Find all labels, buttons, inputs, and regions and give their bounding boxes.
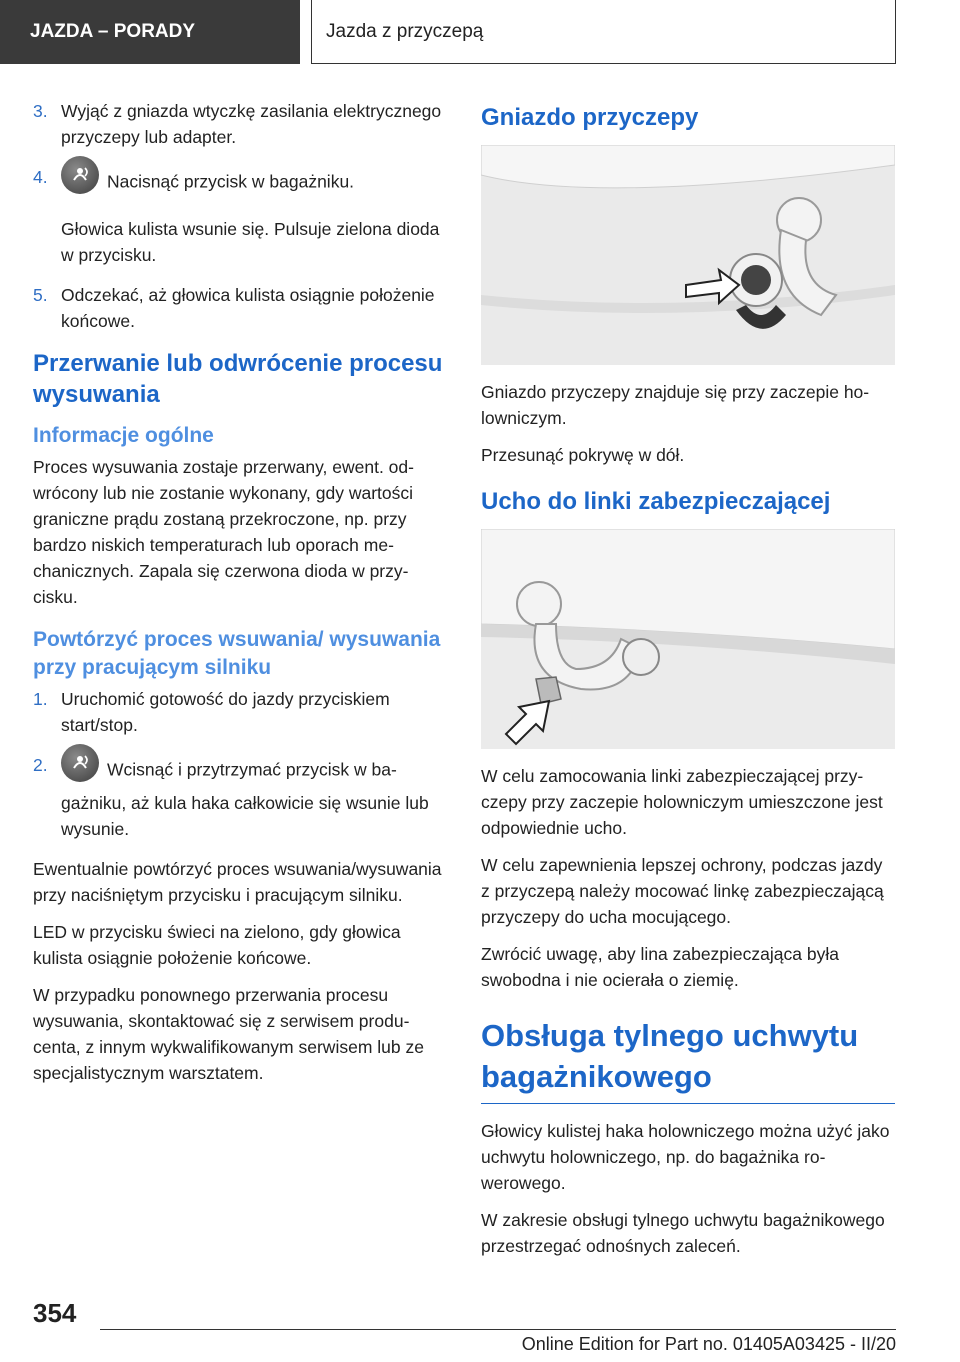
page-number: 354 (33, 1298, 77, 1328)
list-item (33, 686, 447, 738)
left-column (33, 98, 447, 1097)
header-topic-label: Jazda z przyczepą (326, 20, 484, 42)
list-text: Wcisnąć i przytrzymać przycisk w bagażniku, aż kula haka całkowicie się wsunie lub wysunie. (61, 759, 429, 839)
list-number: 5. (33, 285, 48, 305)
button-icon (61, 744, 99, 782)
safety-eye-image (481, 529, 895, 749)
paragraph-socket-2: Przesunąć pokrywę w dół. (481, 445, 685, 465)
list-item (33, 282, 447, 334)
paragraph-rear-1: Głowicy kulistej haka holowniczego można użyć jako uchwytu holowniczego, np. do bagażnika rowerowego. (481, 1121, 890, 1193)
paragraph-eye-1: W celu zamocowania linki zabezpieczającej przyczepy przy zaczepie holowniczym umieszczone jest odpowiednie ucho. (481, 766, 883, 838)
list-number: 2. (33, 755, 48, 775)
list-item (33, 98, 447, 150)
paragraph-eye-2: W celu zapewnienia lepszej ochrony, podczas jazdy z przyczepą należy mocować linkę zabezpieczającą przyczepy do ucha mocującego. (481, 855, 884, 927)
header-section (0, 0, 300, 64)
heading-general: Informacje ogólne (33, 424, 214, 447)
footer-edition: Online Edition for Part no. 01405A03425 - II/20 (521, 1334, 896, 1354)
list-text: Odczekać, aż głowica kulista osiągnie położenie końcowe. (61, 285, 435, 331)
list-item (33, 752, 447, 842)
paragraph-socket-1: Gniazdo przyczepy znajduje się przy zaczepie holowniczym. (481, 382, 870, 428)
paragraph-eye-3: Zwrócić uwagę, aby lina zabezpieczająca była swobodna i nie ocierała o ziemię. (481, 944, 839, 990)
list-text: Nacisnąć przycisk w bagażniku. (107, 171, 355, 192)
heading-repeat: Powtórzyć proces wsuwania/ wysuwania przy pracującym silniku (33, 628, 441, 679)
header-topic (311, 0, 896, 64)
header-section-label: JAZDA – PORADY (30, 21, 196, 42)
list-text: Wyjąć z gniazda wtyczkę zasilania elektrycznego przyczepy lub adapter. (61, 101, 442, 147)
paragraph-rear-2: W zakresie obsługi tylnego uchwytu bagażnikowego przestrzegać odnośnych zaleceń. (481, 1210, 885, 1256)
paragraph-repeat-1: Ewentualnie powtórzyć proces wsuwania/wysuwania przy naciśniętym przycisku i pracującym silniku. (33, 859, 442, 905)
heading-interrupt: Przerwanie lub odwrócenie procesu wysuwania (33, 350, 443, 408)
list-text: Uruchomić gotowość do jazdy przyciskiem start/stop. (61, 689, 390, 735)
heading-eye: Ucho do linki zabezpieczającej (481, 488, 831, 515)
list-number: 3. (33, 101, 48, 121)
trailer-socket-image (481, 145, 895, 365)
list-number: 4. (33, 167, 48, 187)
paragraph-repeat-2: LED w przycisku świeci na zielono, gdy głowica kulista osiągnie położenie końcowe. (33, 922, 401, 968)
heading-socket: Gniazdo przyczepy (481, 104, 699, 131)
button-icon (61, 156, 99, 194)
heading-rear: Obsługa tylnego uchwytu bagażnikowego (481, 1015, 895, 1104)
list-number: 1. (33, 689, 48, 709)
list-item (33, 216, 447, 268)
right-column (481, 98, 895, 1270)
list-item (33, 164, 447, 202)
paragraph-repeat-3: W przypadku ponownego przerwania procesu wysuwania, skontaktować się z serwisem producenta, z innym wykwalifikowanym serwisem lub ze specjalistycznym warsztatem. (33, 985, 424, 1083)
list-text: Głowica kulista wsunie się. Pulsuje zielona dioda w przycisku. (61, 219, 440, 265)
paragraph-general: Proces wysuwania zostaje przerwany, ewent. odwrócony lub nie zostanie wykonany, gdy wartości graniczne prądu zostaną przekroczone, np. przy bardzo niskich temperaturach lub oporach mechanicznych. Zapala się czerwona dioda w przycisku. (33, 457, 414, 607)
footer-divider (100, 1329, 896, 1330)
